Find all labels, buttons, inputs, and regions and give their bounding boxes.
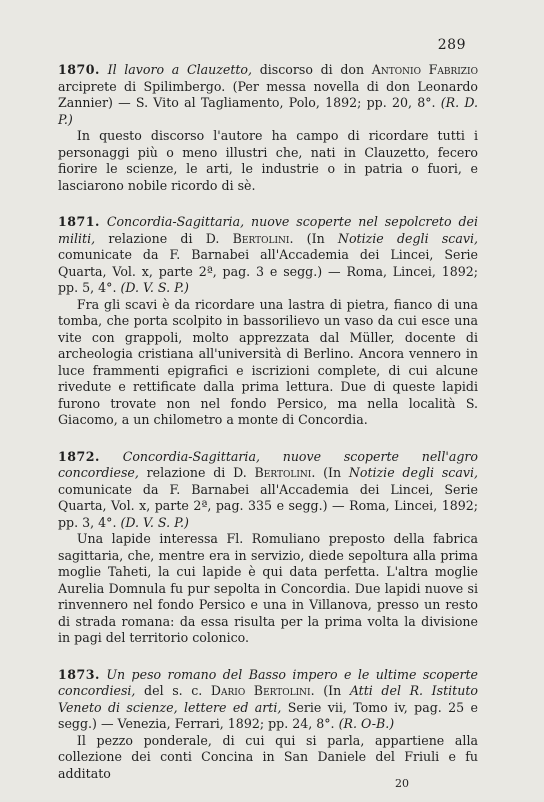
entry-number: 1872. [58, 448, 100, 464]
entry-citation [58, 449, 478, 532]
entry-1873 [58, 667, 478, 783]
entry-citation [58, 667, 478, 733]
entry-reference: (D. V. S. P.) [120, 280, 189, 295]
signature-mark: 20 [395, 777, 409, 790]
entry-journal: Notizie degli scavi, [348, 465, 479, 480]
entry-title: Concordia-Sagittaria, nuove scoperte nel sepolcreto dei militi, [58, 214, 478, 246]
entry-text: . (In [289, 230, 338, 246]
entry-reference: (R. D. P.) [58, 95, 478, 127]
entry-text: . (In [311, 465, 349, 480]
entry-text: relazione di D. [138, 465, 255, 480]
entry-author: Bertolini [232, 230, 290, 246]
bibliography-text [58, 62, 478, 802]
entry-description: Una lapide interessa Fl. Romuliano preposto della fabrica sagittaria, che, mentre era in servizio, diede sepoltura alla prima moglie Taheti, la cui lapide è qui data perfetta. L'altra moglie Aurelia Domnula fu pur sepolta in Concordia. Due lapidi nuove si rinvennero nel fondo Persico e una in Villanova, presso un resto di strada romana: da essa risulta per la prima volta la divisione in pagi del territorio colonico. [58, 531, 478, 645]
entry-description: Il pezzo ponderale, di cui qui si parla, appartiene alla collezione dei conti Concina in San Daniele del Friuli e fu additato [58, 732, 478, 781]
entry-1870 [58, 62, 478, 194]
entry-1872 [58, 449, 478, 647]
entry-author: Antonio Fabrizio [371, 62, 478, 77]
entry-citation [58, 214, 478, 297]
entry-text: arciprete di Spilimbergo. (Per messa novella di don Leonardo Zannier) — S. Vito al Tagliamento, Polo, 1892; pp. 20, 8°. [58, 78, 478, 110]
entry-text: Serie vii, Tomo iv, pag. 25 e segg.) — Venezia, Ferrari, 1892; pp. 24, 8°. [58, 699, 478, 731]
entry-text: . (In [310, 683, 350, 698]
entry-title: Il lavoro a Clauzetto, [107, 62, 253, 77]
entry-reference: (R. O-B.) [338, 716, 395, 731]
entry-number: 1870. [58, 62, 100, 77]
entry-text: comunicate da F. Barnabei all'Accademia dei Lincei, Serie Quarta, Vol. x, parte 2ª, pag. 335 e segg.) — Roma, Lincei, 1892; pp. 3, 4°. [58, 481, 478, 530]
entry-title: Concordia-Sagittaria, nuove scoperte nell'agro concordiese, [58, 448, 478, 480]
entry-text: comunicate da F. Barnabei all'Accademia dei Lincei, Serie Quarta, Vol. x, parte 2ª, pag. 3 e segg.) — Roma, Lincei, 1892; pp. 5, 4°. [58, 247, 478, 295]
entry-author: Dario Bertolini [210, 683, 311, 698]
entry-text: del s. c. [135, 683, 211, 698]
entry-1871 [58, 214, 478, 429]
entry-text: relazione di D. [95, 230, 233, 246]
entry-number: 1873. [58, 666, 100, 682]
entry-text: discorso di don [252, 62, 372, 77]
entry-title: Un peso romano del Basso impero e le ultime scoperte concordiesi, [58, 666, 478, 698]
entry-citation [58, 62, 478, 128]
entry-description: Fra gli scavi è da ricordare una lastra di pietra, fianco di una tomba, che porta scolpito in bassorilievo un vaso da cui esce una vite con grappoli, molto apprezzata dal Müller, docente di archeologia cristiana all'università di Berlino. Ancora vennero in luce frammenti epigrafici e iscrizioni complete, di cui alcune rivedute e rettificate dalla prima lettura. Due di queste lapidi furono trovate non nel fondo Persico, ma nella località S. Giacomo, a un chilometro a monte di Concordia. [58, 296, 478, 427]
page-number: 289 [437, 37, 466, 53]
entry-number: 1871. [58, 214, 100, 229]
entry-journal: Notizie degli scavi, [337, 230, 479, 246]
entry-reference: (D. V. S. P.) [120, 514, 189, 530]
entry-description: In questo discorso l'autore ha campo di ricordare tutti i personaggi più o meno illustri che, nati in Clauzetto, fecero fiorire le scienze, le arti, le industrie o in patria o fuori, e lasciarono nobile ricordo di sè. [58, 128, 478, 193]
entry-author: Bertolini [254, 465, 312, 480]
entry-journal: Atti del R. Istituto Veneto di scienze, lettere ed arti, [58, 683, 478, 715]
